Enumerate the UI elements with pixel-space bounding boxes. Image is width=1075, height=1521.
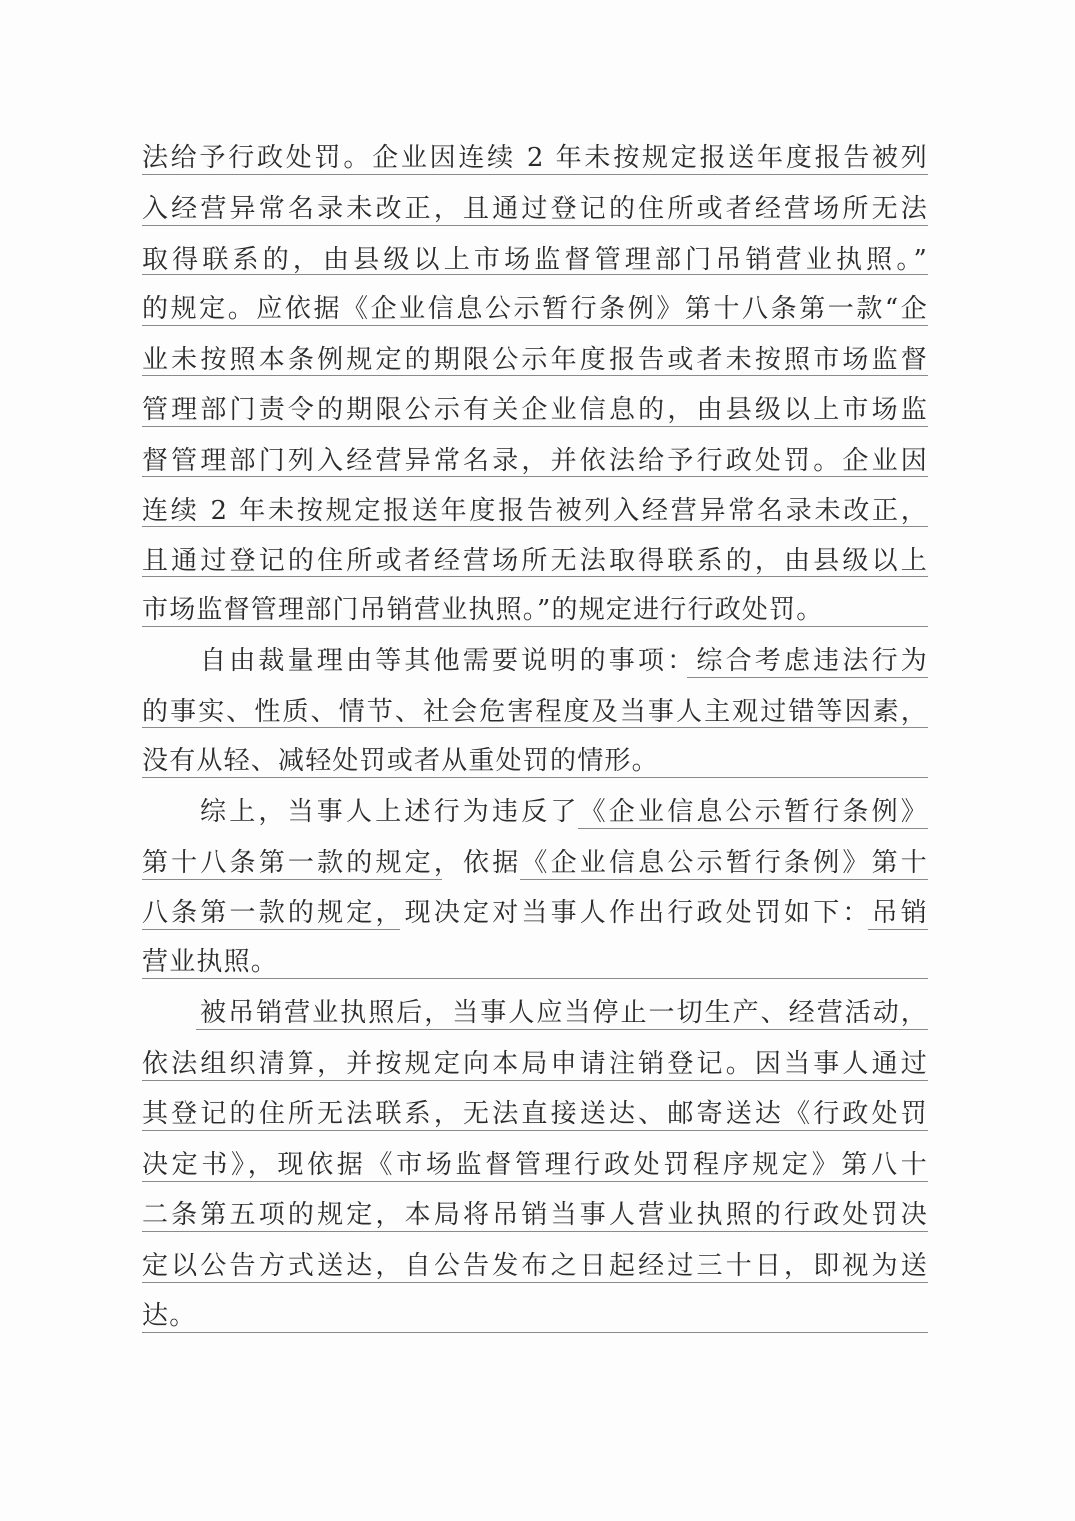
text-line: 决定书》，现依据《市场监督管理行政处罚程序规定》第八十 bbox=[142, 1150, 928, 1180]
text-line: 综上，当事人上述行为违反了《企业信息公示暂行条例》 bbox=[200, 797, 928, 827]
underline-rule bbox=[142, 1231, 928, 1232]
underline-rule bbox=[142, 476, 928, 477]
text-line: 入经营异常名录未改正，且通过登记的住所或者经营场所无法 bbox=[142, 194, 928, 224]
underline-rule bbox=[142, 1130, 928, 1131]
text-line: 被吊销营业执照后，当事人应当停止一切生产、经营活动， bbox=[200, 998, 928, 1028]
text-line: 的事实、性质、情节、社会危害程度及当事人主观过错等因素， bbox=[142, 697, 928, 727]
underline-rule bbox=[142, 225, 928, 226]
underline-rule bbox=[142, 274, 928, 275]
text-line: 依法组织清算，并按规定向本局申请注销登记。因当事人通过 bbox=[142, 1049, 928, 1079]
text-line: 定以公告方式送达，自公告发布之日起经过三十日，即视为送 bbox=[142, 1251, 928, 1281]
underline-rule bbox=[142, 325, 928, 326]
text-line: 连续 2 年未按规定报送年度报告被列入经营异常名录未改正， bbox=[142, 496, 928, 526]
text-line: 取得联系的，由县级以上市场监督管理部门吊销营业执照。” bbox=[142, 245, 928, 275]
underline-rule bbox=[142, 1080, 928, 1081]
text-line: 营业执照。 bbox=[142, 947, 279, 977]
underline-rule bbox=[142, 929, 400, 930]
underline-rule bbox=[142, 576, 928, 577]
text-line: 其登记的住所无法联系，无法直接送达、邮寄送达《行政处罚 bbox=[142, 1099, 928, 1129]
text-line: 八条第一款的规定，现决定对当事人作出行政处罚如下：吊销 bbox=[142, 898, 928, 928]
text-line: 二条第五项的规定，本局将吊销当事人营业执照的行政处罚决 bbox=[142, 1200, 928, 1230]
text-line: 且通过登记的住所或者经营场所无法取得联系的，由县级以上 bbox=[142, 546, 928, 576]
text-line: 达。 bbox=[142, 1301, 197, 1331]
text-line: 自由裁量理由等其他需要说明的事项：综合考虑违法行为 bbox=[200, 646, 928, 676]
underline-rule bbox=[142, 978, 928, 979]
text-line: 没有从轻、减轻处罚或者从重处罚的情形。 bbox=[142, 746, 659, 776]
underline-rule bbox=[142, 777, 928, 778]
underline-rule bbox=[142, 174, 928, 175]
underline-rule bbox=[142, 1282, 928, 1283]
underline-rule bbox=[142, 879, 442, 880]
text-line: 的规定。应依据《企业信息公示暂行条例》第十八条第一款“企 bbox=[142, 294, 928, 324]
text-line: 法给予行政处罚。企业因连续 2 年未按规定报送年度报告被列 bbox=[142, 143, 928, 173]
underline-rule bbox=[142, 1181, 928, 1182]
underline-rule bbox=[520, 879, 928, 880]
underline-rule bbox=[142, 375, 928, 376]
underline-rule bbox=[142, 1332, 928, 1333]
text-line: 第十八条第一款的规定，依据《企业信息公示暂行条例》第十 bbox=[142, 848, 928, 878]
underline-rule bbox=[868, 929, 928, 930]
text-line: 业未按照本条例规定的期限公示年度报告或者未按照市场监督 bbox=[142, 345, 928, 375]
underline-rule bbox=[142, 626, 928, 627]
underline-rule bbox=[196, 1029, 928, 1030]
text-line: 管理部门责令的期限公示有关企业信息的，由县级以上市场监 bbox=[142, 395, 928, 425]
underline-rule bbox=[687, 677, 928, 678]
text-line: 市场监督管理部门吊销营业执照。”的规定进行行政处罚。 bbox=[142, 595, 824, 625]
underline-rule bbox=[142, 526, 928, 527]
text-line: 督管理部门列入经营异常名录，并依法给予行政处罚。企业因 bbox=[142, 446, 928, 476]
underline-rule bbox=[578, 828, 928, 829]
underline-rule bbox=[142, 727, 928, 728]
underline-rule bbox=[142, 426, 928, 427]
